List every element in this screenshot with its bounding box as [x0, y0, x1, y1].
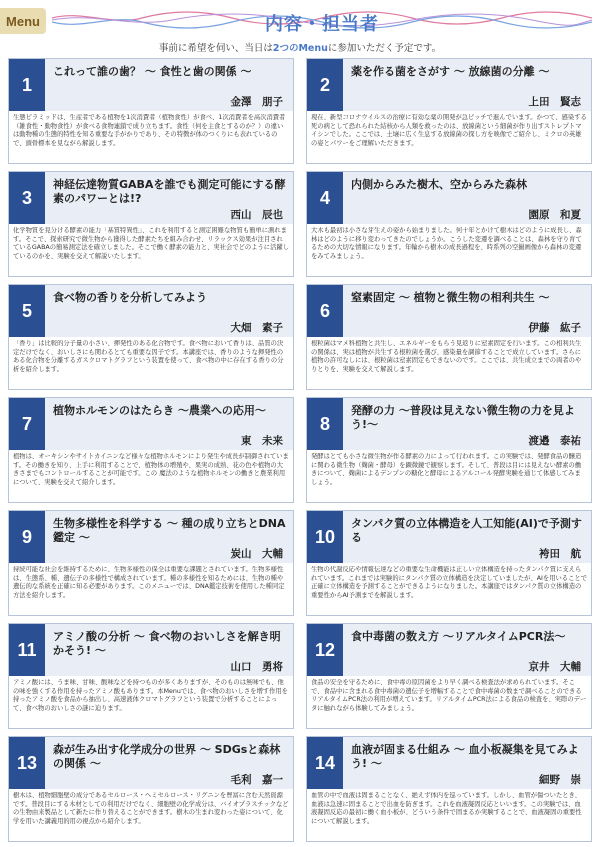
card-author: 伊藤 紘子 — [528, 322, 581, 334]
card-title: 窒素固定 ～ 植物と微生物の相利共生 ～ — [351, 291, 550, 304]
card-header — [9, 398, 293, 450]
card-author: 毛利 嘉一 — [230, 774, 283, 786]
card-description: 現在、新型コロナウイルスの治療に有効な薬の開発が急ピッチで進んでいます。かつて、感染する死の病として恐れられた結核から人類を救ったのは、放線菌という細菌が作り出すストレプトマイシンでした。ここでは、土壌に広く生息する放線菌の探し方を映像でご紹介し、ミクロの英雄の姿とパワーをご理解いただきます。 — [311, 114, 587, 147]
card-header — [307, 172, 591, 224]
card-number: 3 — [9, 172, 45, 224]
card-header — [307, 737, 591, 789]
menu-card — [8, 284, 294, 390]
card-title: 森が生み出す化学成分の世界 ～ SDGsと森林の関係 ～ — [53, 743, 281, 770]
subtitle-post: に参加いただく予定です。 — [327, 43, 442, 54]
card-title: アミノ酸の分析 ～ 食べ物のおいしさを解き明かそう! ～ — [53, 630, 281, 657]
card-number: 13 — [9, 737, 45, 789]
menu-tab-label: Menu — [6, 13, 40, 29]
menu-card — [8, 58, 294, 164]
subtitle-pre: 事前に希望を伺い、当日は — [158, 43, 273, 54]
menu-card — [306, 736, 592, 842]
menu-card — [306, 510, 592, 616]
card-title: 植物ホルモンのはたらき ～農業への応用～ — [53, 404, 266, 417]
card-number: 9 — [9, 511, 45, 563]
menu-card — [8, 171, 294, 277]
card-title: 食中毒菌の数え方 ～リアルタイムPCR法～ — [351, 630, 566, 643]
card-author: 京井 大輔 — [528, 661, 581, 673]
card-author: 山口 勇将 — [230, 661, 283, 673]
card-author: 園原 和夏 — [528, 209, 581, 221]
card-title: タンパク質の立体構造を人工知能(AI)で予測する — [351, 517, 582, 544]
card-number: 11 — [9, 624, 45, 676]
card-header — [9, 285, 293, 337]
card-title: 食べ物の香りを分析してみよう — [53, 291, 207, 304]
card-description: 植物は、オーキシンやサイトカイニンなど様々な植物ホルモンにより発生や成長が制御されています。その働きを知り、上手に利用することで、植物体の増殖や、果実の成熟、花の色や植物の大きさまでもコントロールすることが可能です。この 魔法のような植物ホルモンの働きと農業利用について、実験を交えて紹介します。 — [13, 453, 289, 486]
menu-card — [306, 284, 592, 390]
card-description: 大木も最初は小さな芽生えの姿から始まりました。何十年とかけて樹木はどのように成長し、森林はどのように移り変わってきたのでしょうか。こうした変遷を調べることは、森林を守り育てるための大切な情報になります。年輪から樹木の成長過程を、時系列の空撮画像から森林の変遷をみてみましょう。 — [311, 227, 582, 260]
menu-card — [8, 397, 294, 503]
card-number: 12 — [307, 624, 343, 676]
card-author: 渡邉 泰祐 — [528, 435, 581, 447]
card-title: これって誰の歯？ ～ 食性と歯の関係 ～ — [53, 65, 252, 78]
card-number: 14 — [307, 737, 343, 789]
menu-card — [306, 397, 592, 503]
subtitle-accent: 2つのMenu — [272, 43, 328, 54]
card-title: 内側からみた樹木、空からみた森林 — [351, 178, 527, 191]
menu-card — [306, 171, 592, 277]
card-header — [9, 59, 293, 111]
card-header — [307, 398, 591, 450]
card-number: 5 — [9, 285, 45, 337]
card-description: 持続可能な社会を維持するために、生物多様性の保全は重要な課題とされています。生物多様性は、生態系、種、遺伝子の多様性で構成されています。種の多様性を知るためには、生物の種や遺伝的な系統を正確に知る必要があります。このメニューでは、DNA鑑定技術を使用した種同定方法を紹介します。 — [13, 566, 285, 599]
menu-card — [8, 510, 294, 616]
menu-card — [306, 623, 592, 729]
card-title: 神経伝達物質GABAを誰でも測定可能にする酵素のパワーとは!? — [53, 178, 286, 205]
card-header — [9, 511, 293, 563]
header-band — [52, 6, 592, 36]
card-title: 生物多様性を科学する ～ 種の成り立ちとDNA鑑定 ～ — [53, 517, 286, 544]
card-number: 6 — [307, 285, 343, 337]
card-description: 化学物質を見分ける酵素の能力「基質特異性」、これを利用すると測定困難な物質も簡単に測れます。そこで、探索研究で微生物から獲得した酵素たちを組み合わせ、リラックス効果が注目されているGABAの簡易測定法を確立しました。そこで働く酵素の能力と、実社会でどのように活躍しているのかを、実験を交えて解説いたします。 — [13, 227, 289, 260]
card-title: 血液が固まる仕組み ～ 血小板凝集を見てみよう! ～ — [351, 743, 579, 770]
card-author: 上田 賢志 — [528, 96, 581, 108]
card-number: 7 — [9, 398, 45, 450]
card-description: 「香り」は比較的分子量の小さい、揮発性のある化合物です。食べ物において香りは、品質の決定だけでなく、おいしさにも関わるとても重要な因子です。本講座では、香りのような揮発性のある化合物を分離するガスクロマトグラフという装置を使って、食べ物の中に存在する香りの分析を紹介します。 — [13, 340, 284, 373]
menu-card — [8, 623, 294, 729]
page-title: 内容・担当者 — [265, 14, 379, 35]
card-description: 樹木は、植物細胞壁の成分であるセルロース・ヘミセルロース・リグニンを豊富に含む天然資源です。普段目にする木材としての利用だけでなく、細胞壁の化学成分は、バイオプラスチックなどの生物由来製品として新たに作り替えることができます。樹木の生まれ変わった姿について、化学を用いた講義用的用の視点から紹介します。 — [13, 792, 289, 825]
card-header — [307, 285, 591, 337]
card-author: 金澤 朋子 — [230, 96, 283, 108]
card-number: 2 — [307, 59, 343, 111]
card-title: 薬を作る菌をさがす ～ 放線菌の分離 ～ — [351, 65, 550, 78]
menu-tab — [0, 8, 46, 34]
card-title: 発酵の力 ～普段は見えない微生物の力を見よう!～ — [351, 404, 575, 431]
card-description: アミノ酸には、うま味、甘味、酸味などを持つものが多くありますが、そのものは無味でも、他の味を強くする作用を持ったアミノ酸もあります。本Menuでは、食べ物のおいしさを増す作用を持ったアミノ酸を食品から抽出し、高速液体クロマトグラフという装置で分析することによって、食べ物のおいしさの謎に迫ります。 — [13, 679, 288, 712]
card-author: 細野 崇 — [539, 774, 581, 786]
card-author: 大畑 素子 — [230, 322, 283, 334]
menu-card — [306, 58, 592, 164]
card-number: 1 — [9, 59, 45, 111]
card-description: 発酵はとても小さな微生物が作る酵素の力によって行われます。この実験では、発酵食品の醸造に関わる微生物（麹菌・酵母）を顕微鏡で観察します。そして、普段は目には見えない酵素の働きについて、麹菌によるデンプンの糖化と酵母によるアルコール発酵実験を通じて体感してみましょう。 — [311, 453, 582, 486]
card-author: 西山 辰也 — [230, 209, 283, 221]
card-description: 生物の代謝反応や情報伝達などの重要な生命機能は正しい立体構造を持ったタンパク質に支えられています。これまでは実験的にタンパク質の立体構造を決定していましたが、AIを用いることで正確に立体構造を予測することができるようになりました。本講座ではタンパク質の立体構造の重要性からAI予測までを解説します。 — [311, 566, 587, 599]
menu-card — [8, 736, 294, 842]
card-header — [307, 624, 591, 676]
card-header — [9, 737, 293, 789]
card-description: 食品の安全を守るために、食中毒の原因菌をより早く調べる検査法が求められています。そこで、食品中に含まれる食中毒菌の遺伝子を増幅することで食中毒菌の数まで調べることのできるリアルタイムPCR法の利用が増えています。リアルタイムPCR法による食品の検査を、実際のデータに触れながら体験してみましょう。 — [311, 679, 587, 712]
card-description: 血管の中で血液は固まることなく、絶えず体内を巡っています。しかし、血管が傷ついたとき、血液は急速に固まることで出血を防ぎます。これを血液凝固反応といいます。この実験では、血液凝固反応の最初に働く血小板が、どういう条件で固まるか実験することで、血液凝固の重要性について解説します。 — [311, 792, 582, 825]
card-description: 生態ピラミッドは、生産者である植物を1次消費者（植物食性）が食べ、1次消費者を高次消費者（雑食性・動物食性）が食べる食物連鎖で成り立ちます。食性（何を主食とするのか？）の違いは動物種の生態的特性を知る重要な手がかりであり、その特徴が体のつくりにも表れているので、頭骨標本を見ながら解説します。 — [13, 114, 286, 147]
card-number: 4 — [307, 172, 343, 224]
card-author: 袴田 航 — [539, 548, 581, 560]
page-subtitle — [0, 40, 600, 54]
card-author: 東 未来 — [241, 435, 283, 447]
card-header — [307, 59, 591, 111]
card-header — [9, 624, 293, 676]
card-header — [307, 511, 591, 563]
card-description: 根粒菌はマメ科植物と共生し、エネルギーをもらう見返りに窒素固定を行います。この相利共生の関係は、実は植物が共生する根粒菌を選び、感染量を調節することで成立しています。さらに植物の許可なしには、根粒菌は窒素固定もできないのです。ここでは、共生成立までの両者のやりとりを、実験を交えて解説します。 — [311, 340, 582, 373]
card-number: 10 — [307, 511, 343, 563]
card-author: 炭山 大輔 — [230, 548, 283, 560]
card-header — [9, 172, 293, 224]
card-number: 8 — [307, 398, 343, 450]
